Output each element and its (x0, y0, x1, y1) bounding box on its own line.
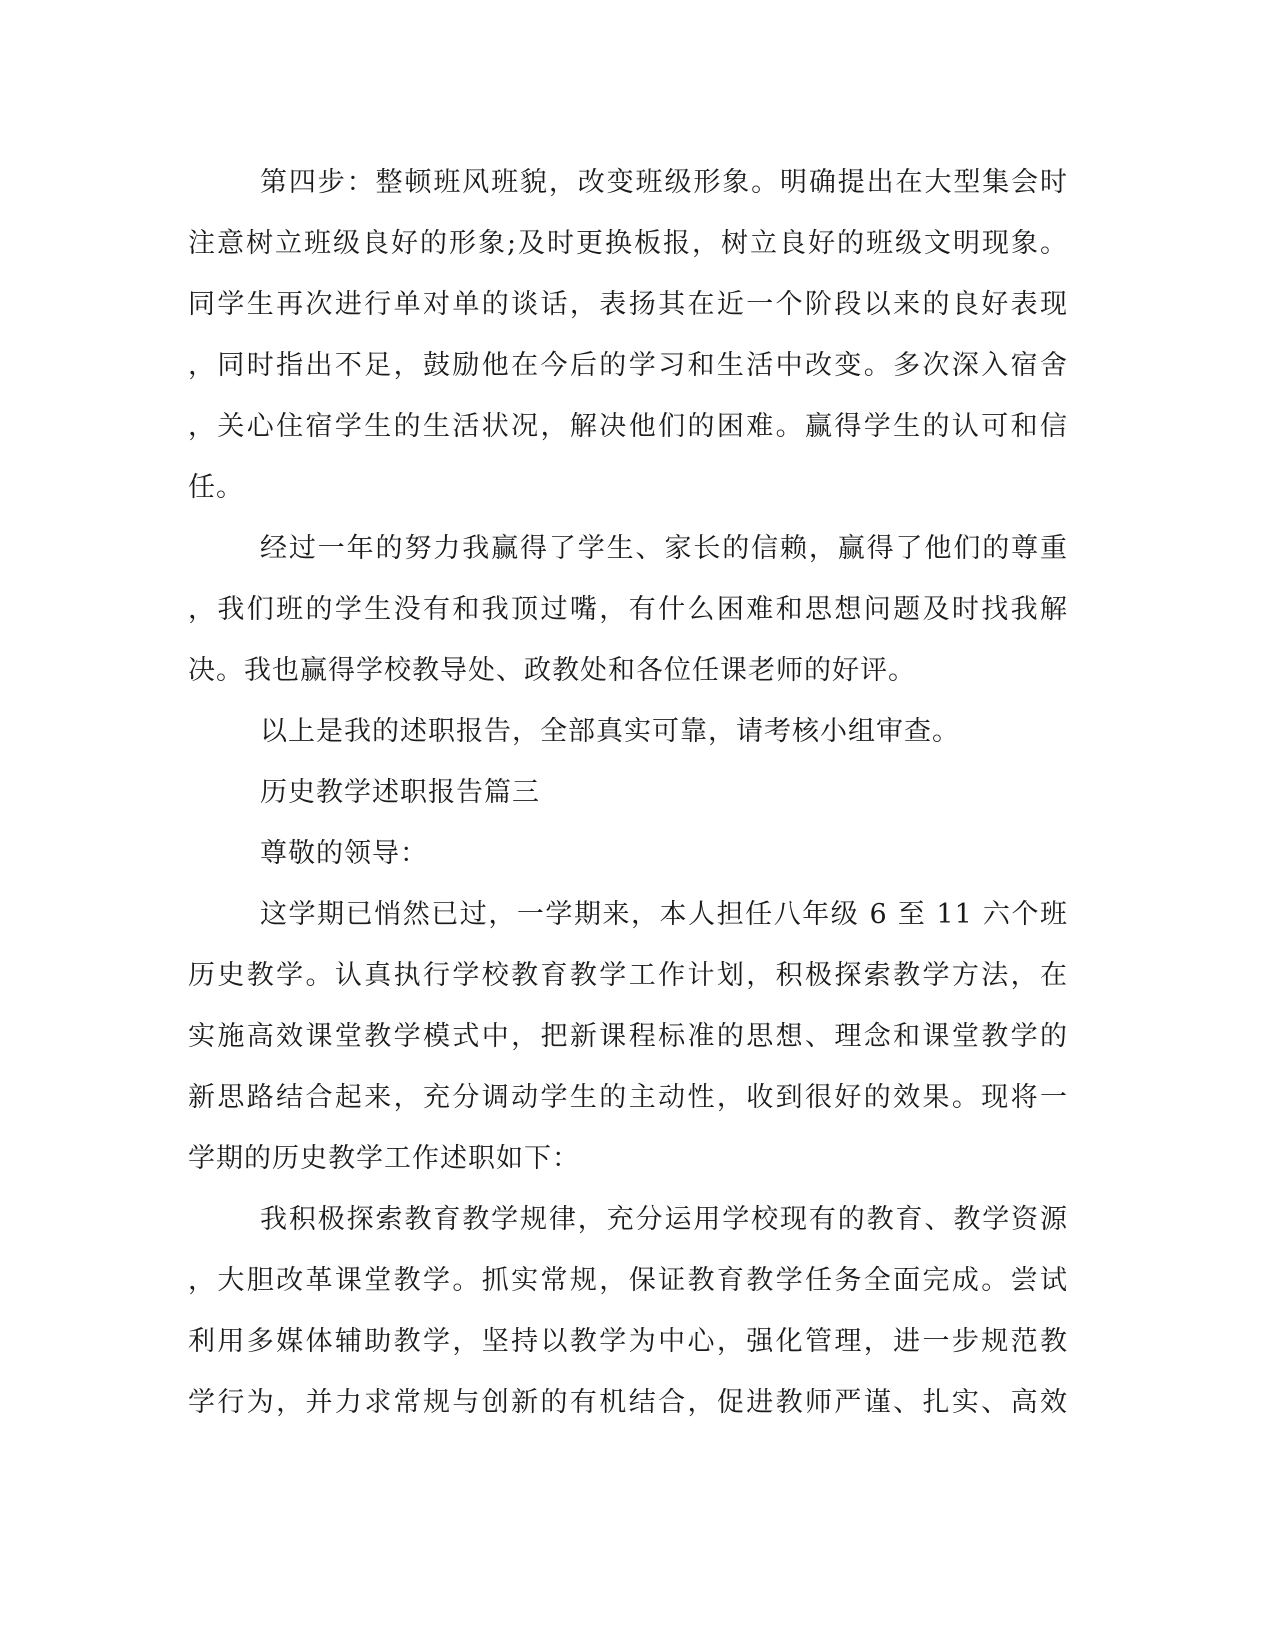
text-line: 利用多媒体辅助教学，坚持以教学为中心，强化管理，进一步规范教 (188, 1326, 1068, 1357)
text-line: 这学期已悄然已过，一学期来，本人担任八年级 6 至 11 六个班 (260, 899, 1068, 930)
text-line: 以上是我的述职报告，全部真实可靠，请考核小组审查。 (260, 716, 960, 747)
text-line: 同学生再次进行单对单的谈话，表扬其在近一个阶段以来的良好表现 (188, 289, 1068, 320)
text-line: 第四步：整顿班风班貌，改变班级形象。明确提出在大型集会时 (260, 167, 1068, 198)
text-line: ，我们班的学生没有和我顶过嘴，有什么困难和思想问题及时找我解 (188, 594, 1068, 625)
text-line: 学行为，并力求常规与创新的有机结合，促进教师严谨、扎实、高效 (188, 1387, 1068, 1418)
text-line: 决。我也赢得学校教导处、政教处和各位任课老师的好评。 (188, 655, 916, 686)
text-line: 学期的历史教学工作述职如下： (188, 1143, 580, 1174)
text-line: ，关心住宿学生的生活状况，解决他们的困难。赢得学生的认可和信 (188, 411, 1068, 442)
document-body (188, 163, 1068, 1444)
text-line: 经过一年的努力我赢得了学生、家长的信赖，赢得了他们的尊重 (260, 533, 1068, 564)
text-line: ，大胆改革课堂教学。抓实常规，保证教育教学任务全面完成。尝试 (188, 1265, 1068, 1296)
text-line: 历史教学。认真执行学校教育教学工作计划，积极探索教学方法，在 (188, 960, 1068, 991)
text-line: 实施高效课堂教学模式中，把新课程标准的思想、理念和课堂教学的 (188, 1021, 1068, 1052)
section-heading: 历史教学述职报告篇三 (260, 777, 540, 808)
text-line: 我积极探索教育教学规律，充分运用学校现有的教育、教学资源 (260, 1204, 1068, 1235)
text-line: 任。 (188, 472, 244, 503)
text-line: 新思路结合起来，充分调动学生的主动性，收到很好的效果。现将一 (188, 1082, 1068, 1113)
text-line: 注意树立班级良好的形象;及时更换板报，树立良好的班级文明现象。 (188, 228, 1068, 259)
salutation: 尊敬的领导： (260, 838, 428, 869)
text-line: ，同时指出不足，鼓励他在今后的学习和生活中改变。多次深入宿舍 (188, 350, 1068, 381)
